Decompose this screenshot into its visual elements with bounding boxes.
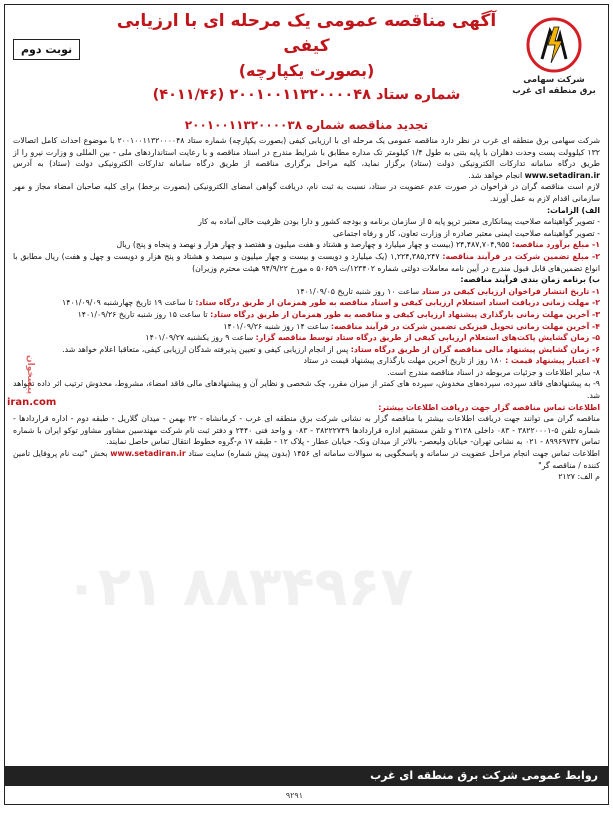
contact-site-label: سایت ستاد [188,449,225,459]
contact-title: اطلاعات تماس مناقصه گزار جهت دریافت اطلاعات بیشتر: [378,402,600,412]
reference-number: م الف: ۲۱۲۷ [558,472,600,482]
footer-text: روابط عمومی شرکت برق منطقه ای غرب [370,769,598,782]
company-logo [510,15,598,97]
schedule-7-text: ۱۸۰ روز از تاریخ آخرین مهلت بارگذاری پیشنهاد قیمت در ستاد [303,356,503,366]
schedule-5-text: ساعت ۹ روز یکشنبه ۱۴۰۱/۰۹/۲۷ [145,333,254,343]
footer-bar [5,766,608,786]
title-line-1: آگهی مناقصه عمومی یک مرحله ای با ارزیابی کیفی [116,11,497,56]
guarantee-text: ۱,۲۲۴,۳۸۵,۲۴۷ (یک میلیارد و دویست و بیست و چهار میلیون و سیصد و هشتاد و پنج هزار و دویست و چهل و هفت) ریال مطابق با انواع تضمین‌های قابل قبول مندرج در آیین نامه معاملات دولتی شماره ۱۲۳۴۰۲/ت ۵۰۶۵۹ ه مورخ ۹۴/۹/۲۲ هیئت محترم وزیران) [13,251,600,273]
schedule-7-title: ۷- اعتبار پیشنهاد قیمت : [505,356,600,366]
contact-website-link[interactable]: www.setadiran.ir [110,449,186,459]
tender-number-heading: تجدید مناقصه شماره ۲۰۰۱۰۰۱۱۳۲۰۰۰۰۳۸ [184,118,429,132]
estimate-item [13,239,600,251]
title-block [105,9,508,107]
contact-text: مناقصه گران می توانند جهت دریافت اطلاعات بیشتر با مناقصه گزار به نشانی شرکت برق منطقه ای غرب - کرمانشاه - ۲۲ بهمن - میدان گلاریل - طبقه دوم - اداره قراردادها - شماره تلفن ۵-۳۸۲۲۰۰۰۱ - ۰۸۳ داخلی ۲۱۲۸ و تلفن مستقیم اداره قراردادها ۳۸۲۲۲۷۴۹ - ۰۸۳ و واحد فنی ۲۴۴۰ و دفتر ثبت نام شرکت مهندسین مشاور مشاور توکو ایران با شماره تماس ۸۹۹۶۹۷۳۷ - ۰۲۱ به نشانی تهران- خیابان ولیعصر- بالاتر از میدان ونک- خیابان عطار - پلاک ۱۲ - طبقه ۱۷ م-گروه خطوط انتقال تماس حاصل نمایند. [13,414,600,447]
contact-phone-text: اطلاعات تماس جهت انجام مراحل عضویت در سامانه و پاسخگویی به سوالات سامانه ای ۱۴۵۶ (بدون پیش شماره) [227,449,600,459]
ad-body [13,135,600,483]
schedule-item-6 [13,344,600,356]
schedule-3-text: تا ساعت ۱۵ روز شنبه تاریخ ۱۴۰۱/۰۹/۲۶ [77,309,208,319]
intro-text: شرکت سهامی برق منطقه ای غرب در نظر دارد مناقصه عمومی یک مرحله ای با ارزیابی کیفی (بصورت یکپارچه) شماره ستاد ۲۰۰۱۰۰۱۱۳۲۰۰۰۰۴۸ با موضوع احداث کامل اتصالات ۱۳۲ کیلوولت پست وحدت دهلران با پایه بتنی به طول ۱/۴ کیلومتر تک مداره مطابق با شرایط مندرج در اسناد مناقصه و با رعایت استانداردهای ملی - بین المللی و وزارت نیرو را از طریق درگاه سامانه تدارکات الکترونیکی دولت (ستاد) برگزار نماید، کلیه مراحل برگزاری مناقصه از طریق درگاه سامانه تدارکات الکترونیکی دولت (ستاد) به آدرس [13,136,600,169]
website-link[interactable]: www.setadiran.ir [524,170,600,180]
schedule-1-title: ۱- تاریخ انتشار فراخوان ارزیابی کیفی در ستاد [421,286,600,296]
schedule-item-9: ۹- به پیشنهادهای فاقد سپرده، سپرده‌های مخدوش، سپرده های کمتر از میزان مقرر، چک شخصی و نظایر آن و پیشنهادهای مالی فاقد امضاء، مشروط، مخدوش ترتیب اثر داده نخواهد شد. [13,379,600,401]
schedule-3-title: ۳- آخرین مهلت زمانی بارگذاری پیشنهاد ارزیابی کیفی و مناقصه به طور همزمان از طریق درگاه ستاد: [210,309,600,319]
company-name-1: شرکت سهامی [523,75,585,85]
schedule-4-title: ۴- آخرین مهلت زمانی تحویل فیزیکی تضمین شرکت در فرآیند مناقصه: [330,321,600,331]
schedule-2-title: ۲- مهلت زمانی دریافت اسناد استعلام ارزیابی کیفی و اسناد مناقصه به طور همزمان از طریق درگاه ستاد: [195,298,600,308]
header [5,5,608,113]
requirement-1: - تصویر گواهینامه صلاحیت پیمانکاری معتبر ترپو پایه ۵ از سازمان برنامه و بودجه کشور و دارا بودن ظرفیت خالی آماده به کار [198,217,600,227]
footer-number: ۹۲۹۱ [285,791,303,800]
guarantee-title: ۲- مبلغ تضمین شرکت در فرآیند مناقصه: [442,251,600,261]
estimate-text: ۲۴,۴۸۷,۷۰۴,۹۵۵ (بیست و چهار میلیارد و چهارصد و هشتاد و هفت میلیون و هفتصد و چهار هزار و نهصد و پنجاه و پنج) ریال [116,240,510,250]
title-line-2: (بصورت یکپارچه) [238,61,375,80]
side-stamp: پیشخوان [25,355,35,395]
schedule-6-text: پس از انجام ارزیابی کیفی و تعیین پذیرفته شدگان ارزیابی کیفی، متعاقبا اعلام خواهد شد. [62,344,349,354]
contact-section-text: بخش "ثبت نام پروفایل تامین کننده / مناقصه گر" [13,449,600,470]
schedule-4-text: ساعت ۱۴ روز شنبه ۱۴۰۱/۰۹/۲۶ [223,321,329,331]
schedule-item-8: ۸- سایر اطلاعات و جزئیات مربوطه در اسناد مناقصه مندرج است. [387,367,600,377]
schedule-6-title: ۶- زمان گشایش پیشنهاد مالی مناقصه گران از طریق درگاه ستاد: [350,344,600,354]
schedule-item-2 [13,297,600,309]
watermark-phone: ۰۲۱ ۸۸۳۴۹۶۷ [65,555,414,618]
guarantee-item [13,251,600,274]
lightning-logo-icon [524,15,584,75]
schedule-1-text: ساعت ۱۰ روز شنبه تاریخ ۱۴۰۱/۰۹/۰۵ [296,286,420,296]
company-name-2: برق منطقه ای غرب [512,86,596,96]
schedule-title: ب) برنامه زمان بندی فرآیند مناقصه: [460,275,600,285]
intro-paragraph [13,135,600,181]
side-stamp-url: iran.com [7,397,57,408]
intro-end: انجام خواهد شد. [468,170,523,180]
schedule-item-5 [13,332,600,344]
requirements-title: الف) الزامات: [547,205,600,215]
schedule-2-text: تا ساعت ۱۹ تاریخ چهارشنبه ۱۴۰۱/۰۹/۰۹ [62,298,193,308]
estimate-title: ۱- مبلغ برآورد مناقصه: [511,240,600,250]
schedule-5-title: ۵- زمان گشایش پاکت‌های استعلام ارزیابی کیفی از طریق درگاه ستاد توسط مناقصه گزار: [255,333,600,343]
title-line-3: شماره ستاد ۲۰۰۱۰۰۱۱۳۲۰۰۰۰۴۸ (۴۰۱۱/۴۶) [152,87,461,103]
schedule-item-3 [13,309,600,321]
schedule-item-7 [13,355,600,367]
round-badge: نوبت دوم [13,39,80,60]
contact-text-2 [13,448,600,471]
ad-page [4,4,609,805]
requirement-2: - تصویر گواهینامه صلاحیت ایمنی معتبر صادره از وزارت تعاون، کار و رفاه اجتماعی [333,228,600,238]
schedule-item-4 [13,321,600,333]
schedule-item-1 [13,286,600,298]
intro2: لازم است مناقصه گران در فراخوان در صورت عدم عضویت در ستاد، نسبت به ثبت نام، دریافت گواهی امضای الکترونیکی (بصورت برخط) برای کلیه صاحبان امضاء مجاز و مهر سازمانی اقدام لازم به عمل آورند. [13,182,600,203]
